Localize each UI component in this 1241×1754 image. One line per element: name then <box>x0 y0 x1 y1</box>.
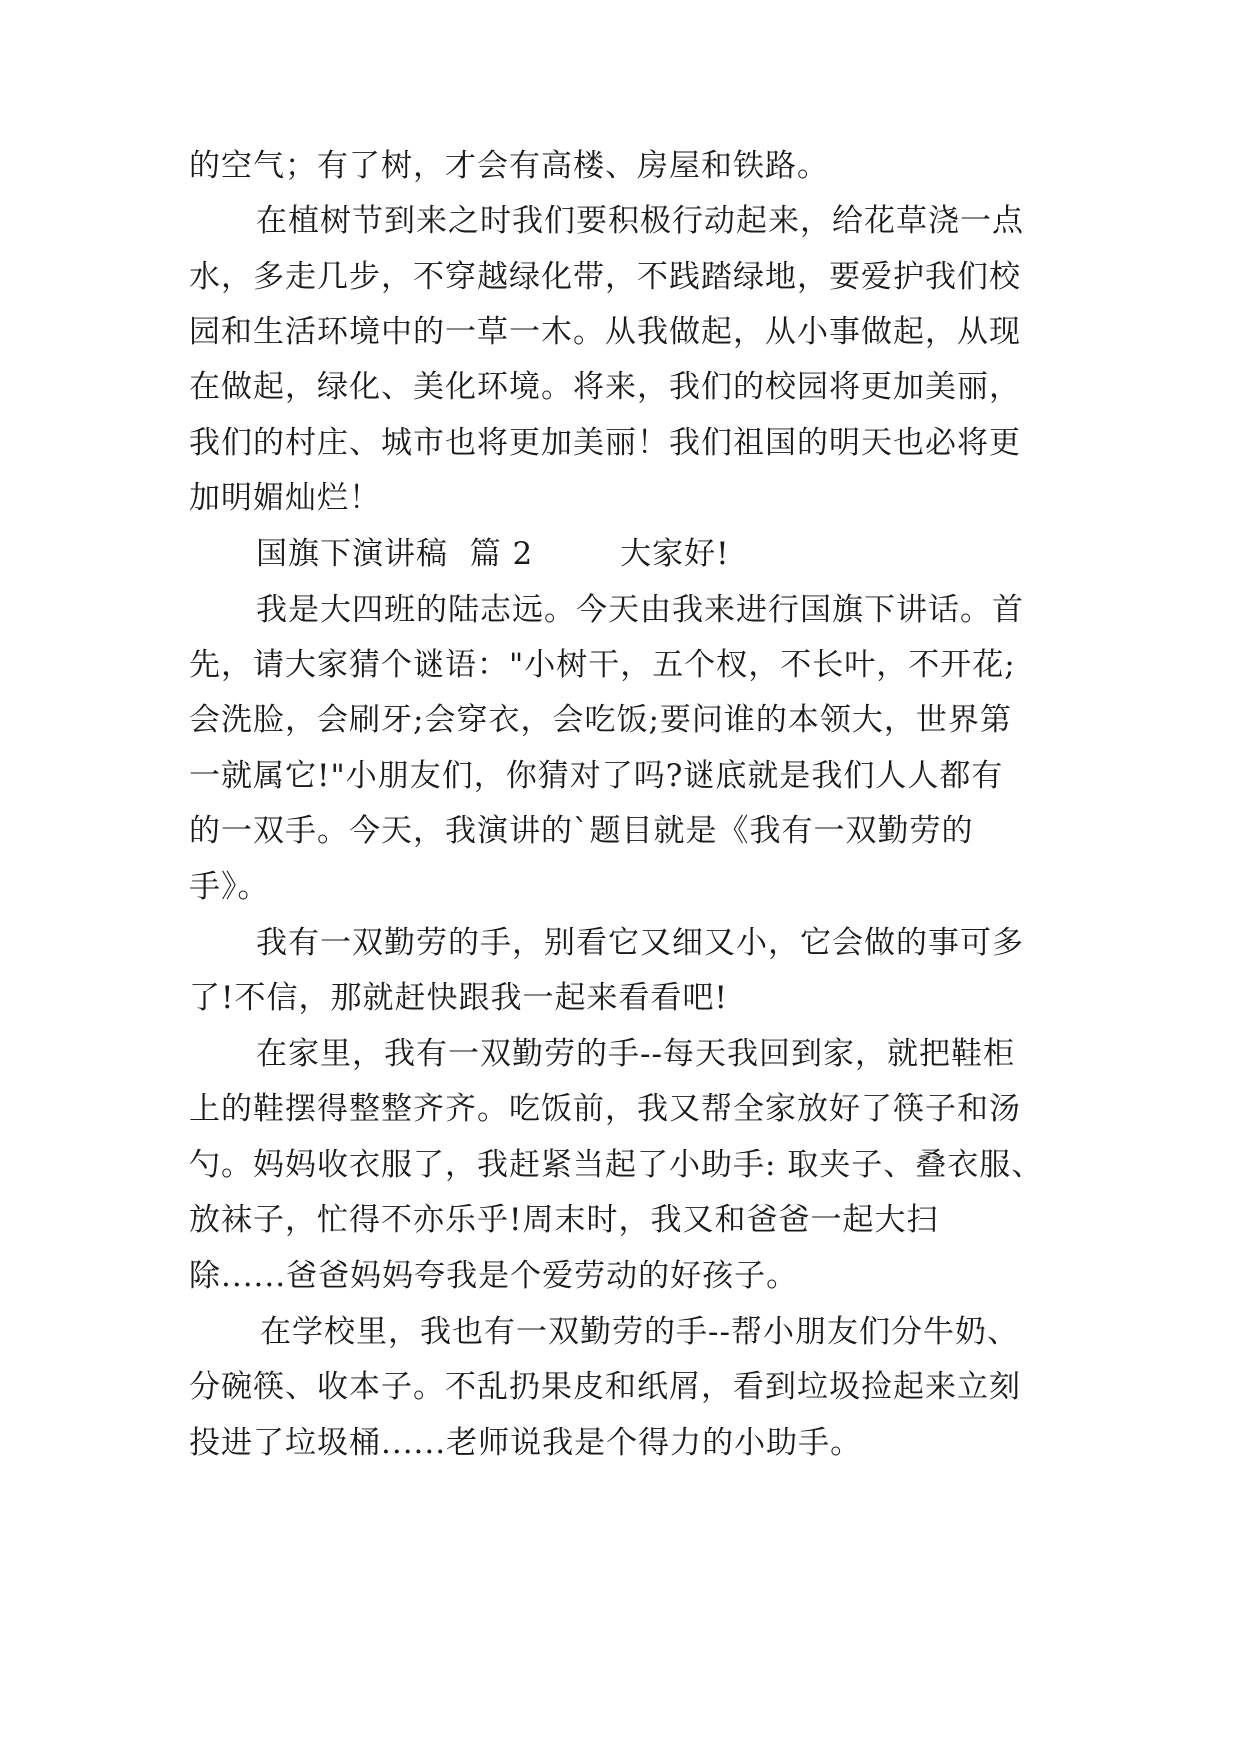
section-heading: 国旗下演讲稿 篇 2 大家好! <box>256 536 730 572</box>
text-line: 勺。妈妈收衣服了，我赶紧当起了小助手: 取夹子、叠衣服、 <box>189 1147 1044 1183</box>
text-line: 一就属它!"小朋友们，你猜对了吗?谜底就是我们人人都有 <box>189 758 1004 794</box>
text-line: 园和生活环境中的一草一木。从我做起，从小事做起，从现 <box>189 314 1021 350</box>
text-line: 我有一双勤劳的手，别看它又细又小，它会做的事可多 <box>256 925 1024 961</box>
text-line: 加明媚灿烂！ <box>189 480 381 516</box>
text-line: 先，请大家猜个谜语："小树干，五个杈，不长叶，不开花; <box>189 647 1016 683</box>
text-line: 上的鞋摆得整整齐齐。吃饭前，我又帮全家放好了筷子和汤 <box>189 1091 1021 1127</box>
text-line: 分碗筷、收本子。不乱扔果皮和纸屑，看到垃圾捡起来立刻 <box>189 1369 1021 1405</box>
text-line: 我是大四班的陆志远。今天由我来进行国旗下讲话。首 <box>256 592 1024 628</box>
text-line: 除......爸爸妈妈夸我是个爱劳动的好孩子。 <box>189 1258 799 1294</box>
text-line: 在做起，绿化、美化环境。将来，我们的校园将更加美丽， <box>189 369 1021 405</box>
text-line: 水，多走几步，不穿越绿化带，不践踏绿地，要爱护我们校 <box>189 259 1021 295</box>
text-line: 手》。 <box>189 869 270 905</box>
text-line: 放袜子，忙得不亦乐乎!周末时，我又和爸爸一起大扫 <box>189 1202 939 1238</box>
text-line: 的一双手。今天，我演讲的`题目就是《我有一双勤劳的 <box>189 813 974 849</box>
text-line: 会洗脸，会刷牙;会穿衣，会吃饭;要问谁的本领大，世界第 <box>189 702 1012 738</box>
text-line: 在学校里，我也有一双勤劳的手--帮小朋友们分牛奶、 <box>260 1314 1019 1350</box>
text-line: 我们的村庄、城市也将更加美丽！我们祖国的明天也必将更 <box>189 425 1021 461</box>
text-line: 在植树节到来之时我们要积极行动起来，给花草浇一点 <box>256 203 1024 239</box>
text-line: 投进了垃圾桶......老师说我是个得力的小助手。 <box>189 1425 863 1461</box>
text-line: 在家里，我有一双勤劳的手--每天我回到家，就把鞋柜 <box>256 1036 1015 1072</box>
text-line: 的空气；有了树，才会有高楼、房屋和铁路。 <box>189 148 829 184</box>
text-line: 了!不信，那就赶快跟我一起来看看吧! <box>189 980 728 1016</box>
